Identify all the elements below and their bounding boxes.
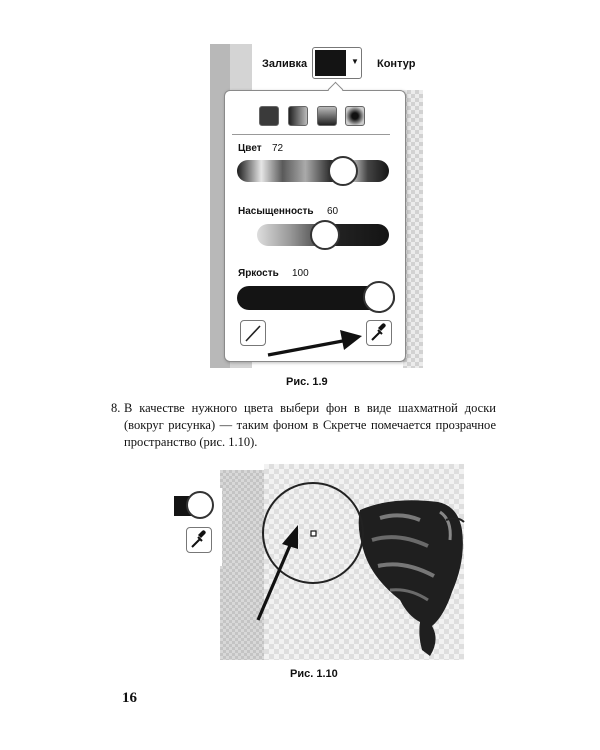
brightness-label: Яркость [238, 268, 279, 279]
page-number: 16 [122, 690, 137, 706]
step-number: 8. [111, 401, 121, 415]
figure-1-9-caption: Рис. 1.9 [286, 376, 328, 388]
magnifier-center-pixel [311, 531, 316, 536]
step-text: В качестве нужного цвета выбери фон в виде шахматной доски (вокруг рисунка) — таким фоном в Скретче помечается прозрачное пространство (рис. 1.10). [124, 401, 496, 449]
figure-1-10-caption: Рис. 1.10 [290, 668, 338, 680]
brightness-value: 100 [292, 268, 309, 279]
hue-value: 72 [272, 143, 284, 154]
saturation-label: Насыщенность [238, 206, 314, 217]
outline-label[interactable]: Контур [377, 58, 416, 70]
fill-label: Заливка [262, 58, 308, 70]
chevron-down-icon: ▼ [351, 57, 359, 66]
butterfly-sprite [359, 500, 464, 656]
saturation-value: 60 [327, 206, 339, 217]
hue-label: Цвет [238, 143, 262, 154]
